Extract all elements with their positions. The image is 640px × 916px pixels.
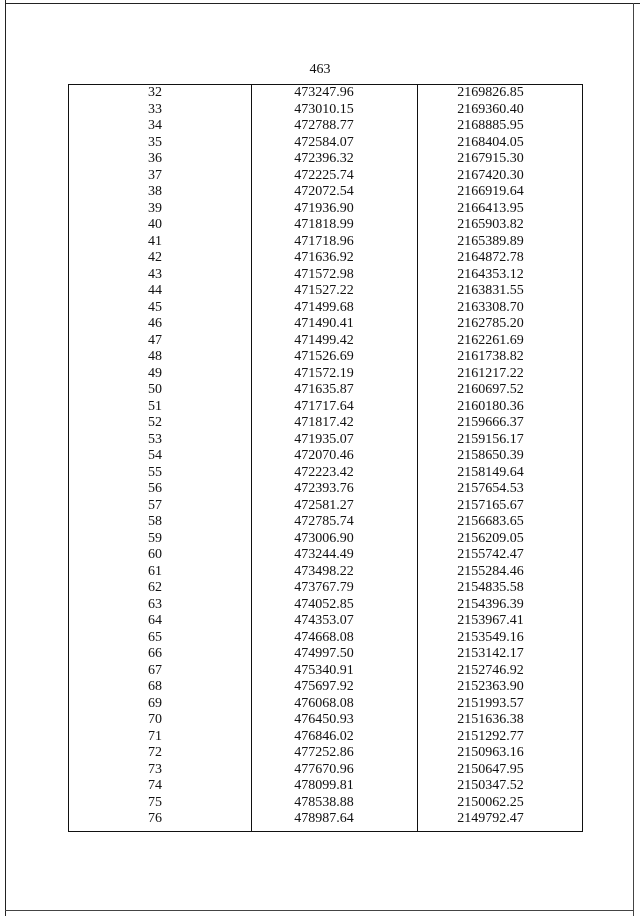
table-row [69,481,582,498]
point-number-cell: 55 [148,464,162,480]
x-coordinate-cell: 473244.49 [294,547,354,562]
point-number-cell: 51 [148,398,162,414]
point-number-cell: 37 [148,167,162,183]
point-number-cell: 52 [148,415,162,430]
point-number-cell: 69 [148,695,162,711]
y-coordinate-cell: 2163831.55 [457,283,524,298]
y-coordinate-cell: 2153142.17 [457,646,524,661]
x-coordinate-cell: 471717.64 [294,398,354,414]
y-coordinate-cell: 2157165.67 [457,497,524,513]
y-coordinate-cell: 2155284.46 [457,563,524,579]
table-row [69,382,582,399]
x-coordinate-cell: 475697.92 [294,679,354,694]
point-number-cell: 53 [148,431,162,447]
x-coordinate-cell: 471636.92 [294,250,354,265]
y-coordinate-cell: 2166919.64 [457,184,524,199]
table-row [69,663,582,680]
x-coordinate-cell: 472072.54 [294,184,354,199]
point-number-cell: 60 [148,547,162,562]
table-row [69,696,582,713]
x-coordinate-cell: 471817.42 [294,415,354,430]
x-coordinate-cell: 476068.08 [294,695,354,711]
y-coordinate-cell: 2156683.65 [457,514,524,529]
table-row [69,234,582,251]
x-coordinate-cell: 473767.79 [294,580,354,595]
point-number-cell: 67 [148,662,162,678]
table-row [69,267,582,284]
x-coordinate-cell: 472225.74 [294,167,354,183]
table-row [69,283,582,300]
table-row [69,745,582,762]
x-coordinate-cell: 474668.08 [294,629,354,645]
scan-border-right [633,3,634,916]
point-number-cell: 63 [148,596,162,612]
y-coordinate-cell: 2150347.52 [457,778,524,793]
x-coordinate-cell: 471499.42 [294,332,354,348]
point-number-cell: 50 [148,382,162,397]
y-coordinate-cell: 2151292.77 [457,728,524,744]
point-number-cell: 72 [148,745,162,760]
table-row [69,762,582,779]
y-coordinate-cell: 2152363.90 [457,679,524,694]
y-coordinate-cell: 2160180.36 [457,398,524,414]
table-row [69,795,582,812]
x-coordinate-cell: 476846.02 [294,728,354,744]
table-row [69,135,582,152]
table-row [69,201,582,218]
x-coordinate-cell: 472581.27 [294,497,354,513]
x-coordinate-cell: 474353.07 [294,613,354,628]
point-number-cell: 71 [148,728,162,744]
x-coordinate-cell: 471499.68 [294,299,354,315]
coordinates-table-grid [69,85,582,828]
point-number-cell: 61 [148,563,162,579]
point-number-cell: 47 [148,332,162,348]
y-coordinate-cell: 2159156.17 [457,431,524,447]
point-number-cell: 59 [148,530,162,546]
x-coordinate-cell: 471936.90 [294,200,354,216]
point-number-cell: 34 [148,118,162,133]
x-coordinate-cell: 471572.19 [294,365,354,381]
table-row [69,712,582,729]
point-number-cell: 38 [148,184,162,199]
table-row [69,448,582,465]
y-coordinate-cell: 2161217.22 [457,365,524,381]
y-coordinate-cell: 2154396.39 [457,596,524,612]
point-number-cell: 75 [148,794,162,810]
x-coordinate-cell: 473006.90 [294,530,354,546]
y-coordinate-cell: 2160697.52 [457,382,524,397]
table-row [69,778,582,795]
table-row [69,316,582,333]
table-row [69,151,582,168]
point-number-cell: 54 [148,448,162,463]
table-row [69,366,582,383]
table-row [69,580,582,597]
point-number-cell: 44 [148,283,162,298]
table-row [69,465,582,482]
point-number-cell: 35 [148,134,162,150]
y-coordinate-cell: 2166413.95 [457,200,524,216]
table-row [69,250,582,267]
table-row [69,514,582,531]
y-coordinate-cell: 2158650.39 [457,448,524,463]
y-coordinate-cell: 2158149.64 [457,464,524,480]
point-number-cell: 73 [148,761,162,777]
page-number: 463 [309,62,331,77]
point-number-cell: 57 [148,497,162,513]
y-coordinate-cell: 2169360.40 [457,101,524,117]
point-number-cell: 76 [148,811,162,826]
table-row [69,630,582,647]
table-row [69,547,582,564]
table-row [69,613,582,630]
x-coordinate-cell: 477252.86 [294,745,354,760]
x-coordinate-cell: 471490.41 [294,316,354,331]
point-number-cell: 42 [148,250,162,265]
x-coordinate-cell: 471572.98 [294,266,354,282]
coordinates-table [68,84,583,832]
point-number-cell: 33 [148,101,162,117]
y-coordinate-cell: 2150062.25 [457,794,524,810]
x-coordinate-cell: 471635.87 [294,382,354,397]
table-row [69,498,582,515]
x-coordinate-cell: 472785.74 [294,514,354,529]
y-coordinate-cell: 2151993.57 [457,695,524,711]
table-row [69,85,582,102]
x-coordinate-cell: 471818.99 [294,217,354,232]
x-coordinate-cell: 473247.96 [294,85,354,100]
x-coordinate-cell: 475340.91 [294,662,354,678]
point-number-cell: 46 [148,316,162,331]
point-number-cell: 70 [148,712,162,727]
x-coordinate-cell: 472393.76 [294,481,354,496]
point-number-cell: 32 [148,85,162,100]
y-coordinate-cell: 2168885.95 [457,118,524,133]
table-row [69,399,582,416]
point-number-cell: 43 [148,266,162,282]
table-row [69,679,582,696]
x-coordinate-cell: 473498.22 [294,563,354,579]
x-coordinate-cell: 474052.85 [294,596,354,612]
point-number-cell: 40 [148,217,162,232]
point-number-cell: 49 [148,365,162,381]
y-coordinate-cell: 2150963.16 [457,745,524,760]
table-row [69,118,582,135]
table-row [69,564,582,581]
y-coordinate-cell: 2162785.20 [457,316,524,331]
y-coordinate-cell: 2149792.47 [457,811,524,826]
x-coordinate-cell: 478099.81 [294,778,354,793]
point-number-cell: 36 [148,151,162,166]
point-number-cell: 39 [148,200,162,216]
x-coordinate-cell: 478987.64 [294,811,354,826]
point-number-cell: 48 [148,349,162,364]
point-number-cell: 56 [148,481,162,496]
x-coordinate-cell: 471527.22 [294,283,354,298]
table-row [69,646,582,663]
y-coordinate-cell: 2164353.12 [457,266,524,282]
x-coordinate-cell: 472223.42 [294,464,354,480]
x-coordinate-cell: 472584.07 [294,134,354,150]
point-number-cell: 58 [148,514,162,529]
x-coordinate-cell: 472070.46 [294,448,354,463]
y-coordinate-cell: 2152746.92 [457,662,524,678]
table-row [69,349,582,366]
y-coordinate-cell: 2151636.38 [457,712,524,727]
y-coordinate-cell: 2153967.41 [457,613,524,628]
x-coordinate-cell: 472396.32 [294,151,354,166]
y-coordinate-cell: 2164872.78 [457,250,524,265]
y-coordinate-cell: 2163308.70 [457,299,524,315]
x-coordinate-cell: 472788.77 [294,118,354,133]
x-coordinate-cell: 471718.96 [294,233,354,249]
point-number-cell: 65 [148,629,162,645]
point-number-cell: 62 [148,580,162,595]
point-number-cell: 41 [148,233,162,249]
table-row [69,102,582,119]
x-coordinate-cell: 471526.69 [294,349,354,364]
table-row [69,729,582,746]
table-row [69,415,582,432]
x-coordinate-cell: 478538.88 [294,794,354,810]
x-coordinate-cell: 473010.15 [294,101,354,117]
scan-border-top [5,3,640,4]
y-coordinate-cell: 2165903.82 [457,217,524,232]
y-coordinate-cell: 2154835.58 [457,580,524,595]
y-coordinate-cell: 2168404.05 [457,134,524,150]
x-coordinate-cell: 474997.50 [294,646,354,661]
point-number-cell: 66 [148,646,162,661]
point-number-cell: 68 [148,679,162,694]
table-row [69,333,582,350]
point-number-cell: 45 [148,299,162,315]
y-coordinate-cell: 2167915.30 [457,151,524,166]
y-coordinate-cell: 2167420.30 [457,167,524,183]
y-coordinate-cell: 2161738.82 [457,349,524,364]
table-row [69,531,582,548]
y-coordinate-cell: 2150647.95 [457,761,524,777]
table-row [69,811,582,828]
y-coordinate-cell: 2162261.69 [457,332,524,348]
x-coordinate-cell: 477670.96 [294,761,354,777]
table-row [69,168,582,185]
y-coordinate-cell: 2165389.89 [457,233,524,249]
x-coordinate-cell: 471935.07 [294,431,354,447]
table-row [69,184,582,201]
y-coordinate-cell: 2159666.37 [457,415,524,430]
y-coordinate-cell: 2157654.53 [457,481,524,496]
table-row [69,432,582,449]
scan-border-left [5,0,6,916]
y-coordinate-cell: 2153549.16 [457,629,524,645]
scan-border-bottom [5,910,633,911]
table-row [69,217,582,234]
x-coordinate-cell: 476450.93 [294,712,354,727]
y-coordinate-cell: 2155742.47 [457,547,524,562]
table-row [69,300,582,317]
point-number-cell: 64 [148,613,162,628]
y-coordinate-cell: 2169826.85 [457,85,524,100]
table-row [69,597,582,614]
y-coordinate-cell: 2156209.05 [457,530,524,546]
point-number-cell: 74 [148,778,162,793]
